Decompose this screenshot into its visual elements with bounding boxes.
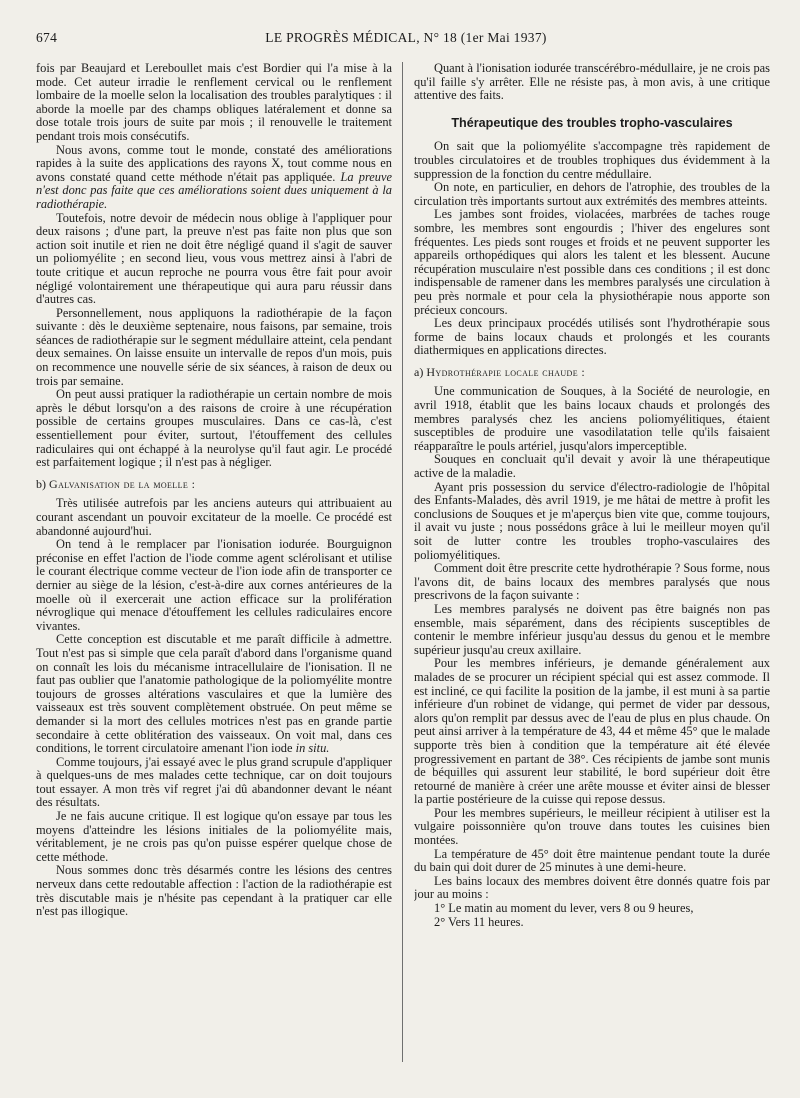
journal-header: LE PROGRÈS MÉDICAL, N° 18 (1er Mai 1937) bbox=[265, 30, 547, 45]
paragraph: Quant à l'ionisation iodurée transcérébro-médullaire, je ne crois pas qu'il faille s'y arrêter. Elle ne résiste pas, à mon avis, à une critique attentive des faits. bbox=[414, 62, 770, 103]
paragraph: Je ne fais aucune critique. Il est logique qu'on essaye par tous les moyens d'atteindre les lésions initiales de la poliomyélite mais, véritablement, je ne crois pas qu'on puisse espérer quelque chose de cette méthode. bbox=[36, 809, 392, 864]
paragraph: Une communication de Souques, à la Société de neurologie, en avril 1918, établit que les bains locaux chauds et prolongés des membres paralysés chez les anciens poliomyélitiques, étaient susceptibles de produire une vasodilatation telle qu'ils faisaient réapparaître le pouls artériel, jusqu'alors imperceptible. bbox=[414, 384, 770, 453]
paragraph: Les membres paralysés ne doivent pas être baignés non pas ensemble, mais séparément, dans des récipients susceptibles de contenir le membre inférieur jusqu'au dessus du genou et le membre supérieur jusqu'au creux axillaire. bbox=[414, 601, 770, 657]
paragraph: Cette conception est discutable et me paraît difficile à admettre. Tout n'est pas si simple que cela paraît d'abord dans l'organisme quand on connaît les lois du mécanisme intracellulaire de l'ionisation. Il ne faut pas oublier que l'anatomie pathologique de la poliomyélite montre toujours de grosses altérations vasculaires et que la lumière des vaisseaux est très souvent complètement obstruée. On peut même se demander si la mort des cellules motrices n'est pas en grande partie secondaire à cette oblitération des vaisseaux. On voit mal, dans ces conditions, le torrent circulatoire amenant l'ion iode in situ. bbox=[36, 632, 392, 756]
subsection-heading: a) Hydrothérapie locale chaude : bbox=[414, 364, 586, 379]
subsection-heading: b) Galvanisation de la moelle : bbox=[36, 476, 196, 491]
paragraph: Toutefois, notre devoir de médecin nous oblige à l'appliquer pour deux raisons ; d'une part, la preuve n'est pas faite non plus que son action soit inutile et rien ne doit être négligé quand il s'agit de sauver un poliomyélite ; en second lieu, vous vous mettrez ainsi à l'abri de toute critique et aucun reproche ne pourra vous être fait pour avoir négligé volontairement une thérapeutique qui aura paru réussir dans d'autres cas. bbox=[36, 210, 392, 307]
left-column bbox=[36, 62, 392, 1072]
column-divider bbox=[402, 62, 403, 1062]
paragraph: Ayant pris possession du service d'électro-radiologie de l'hôpital des Enfants-Malades, dès avril 1919, je me hâtai de mettre à profit les conclusions de Souques et je m'aperçus bien vite que, comme toujours, il avait vu juste ; nous possédons grâce à lui le meilleur moyen qu'il soit de lutter contre les troubles tropho-vasculaires des poliomyélitiques. bbox=[414, 479, 770, 562]
paragraph: On peut aussi pratiquer la radiothérapie un certain nombre de mois après le début lorsqu'on a des raisons de croire à une récupération possible de certains groupes musculaires. Dans ce cas-là, c'est essentiellement pour éviter, surtout, l'étouffement des cellules radiculaires qui ont échappé à la neurolyse qu'il faut agir. Le procédé est parfaitement logique ; il n'est pas à négliger. bbox=[36, 387, 392, 470]
section-heading: Thérapeutique des troubles tropho-vasculaires bbox=[451, 115, 733, 130]
paragraph: Personnellement, nous appliquons la radiothérapie de la façon suivante : dès le deuxième septenaire, nous faisons, par semaine, trois séances de radiothérapie sur le segment médullaire atteint, cela pendant deux semaines. On laisse ensuite un intervalle de repos d'un mois, puis on recommence une nouvelle série de six séances, à raison de deux ou trois par semaine. bbox=[36, 305, 392, 388]
page-number: 674 bbox=[36, 30, 58, 45]
paragraph: Nous sommes donc très désarmés contre les lésions des centres nerveux dans cette redoutable affection : l'action de la radiothérapie est très discutable mais je n'hésite pas cependant à la pratiquer car elle n'est pas illogique. bbox=[36, 863, 392, 919]
paragraph: Nous avons, comme tout le monde, constaté des améliorations rapides à la suite des applications des rayons X, tout comme nous en avons constaté quand cette méthode n'était pas appliquée. La preuve n'est donc pas faite que ces améliorations soient dues uniquement à la radiothérapie. bbox=[36, 142, 392, 211]
paragraph: On sait que la poliomyélite s'accompagne très rapidement de troubles circulatoires et de troubles trophiques dus évidemment à la suppression de la fonction du centre médullaire. bbox=[414, 139, 770, 181]
italic-quote: La preuve n'est donc pas faite que ces améliorations soient dues uniquement à la radiothérapie. bbox=[36, 169, 392, 211]
paragraph: Comme toujours, j'ai essayé avec le plus grand scrupule d'appliquer à quelques-uns de mes malades cette technique, car on doit toujours tout essayer. A mon très vif regret j'ai dû abandonner devant le néant des résultats. bbox=[36, 754, 392, 810]
paragraph: On note, en particulier, en dehors de l'atrophie, des troubles de la circulation très importants surtout aux extrémités des membres atteints. bbox=[414, 180, 770, 208]
paragraph: fois par Beaujard et Lereboullet mais c'est Bordier qui l'a mise à la mode. Cet auteur irradie le renflement cervical ou le renflement lombaire de la moelle selon la localisation des troubles paralytiques : il aborde la moelle par des champs obliques latéralement et donne sa dose totale trois jours de suite par mois ; il renouvelle le traitement pendant trois mois consécutifs. bbox=[36, 62, 392, 143]
paragraph: Très utilisée autrefois par les anciens auteurs qui attribuaient au courant ascendant un pouvoir excitateur de la moelle. Ce procédé est abandonné aujourd'hui. bbox=[36, 496, 392, 538]
list-item: 1° Le matin au moment du lever, vers 8 ou 9 heures, bbox=[434, 901, 694, 916]
paragraph: Les bains locaux des membres doivent être donnés quatre fois par jour au moins : bbox=[414, 873, 770, 902]
paragraph: Les jambes sont froides, violacées, marbrées de taches rouge sombre, les membres sont engourdis ; l'hiver des engelures sont fréquentes. Les pieds sont rouges et froids et ne peuvent supporter les appareils orthopédiques qui alors les talent et les blessent. Aucune récupération musculaire n'est possible dans ces conditions ; il est donc indispensable de ramener dans les membres paralysés une circulation à peu près normale et pour cela la physiothérapie nous apporte son précieux concours. bbox=[414, 207, 770, 317]
paragraph: Les deux principaux procédés utilisés sont l'hydrothérapie sous forme de bains locaux chauds et prolongés et les courants diathermiques en applications directes. bbox=[414, 316, 770, 358]
right-column bbox=[414, 62, 770, 1072]
paragraph: Comment doit être prescrite cette hydrothérapie ? Sous forme, nous l'avons dit, de bains locaux des membres paralysés que nous prescrivons de la façon suivante : bbox=[414, 561, 770, 603]
paragraph: La température de 45° doit être maintenue pendant toute la durée du bain qui doit durer de 25 minutes à une demi-heure. bbox=[414, 846, 770, 875]
paragraph: Pour les membres inférieurs, je demande généralement aux malades de se procurer un récipient spécial qui est assez commode. Il est incliné, ce qui facilite la position de la jambe, il est muni à sa partie inférieure d'un robinet de vidange, qui permet de vider par dessous, alors qu'on remplit par dessus avec de l'eau de plus en plus chaude. On peut ainsi arriver à la température de 43, 44 et même 45° que le malade supporte très bien à condition que la température ait été élevée progressivement en partant de 38°. Ces récipients de jambe sont munis de béquilles qui assurent leur stabilité, le bord supérieur doit être retourné de manière à créer une arête mousse et éviter ainsi de blesser la partie postérieure de la cuisse qui repose dessus. bbox=[414, 656, 770, 807]
list-item: 2° Vers 11 heures. bbox=[434, 914, 524, 929]
paragraph: Pour les membres supérieurs, le meilleur récipient à utiliser est la vulgaire poissonnière qu'on trouve dans toutes les cuisines bien montées. bbox=[414, 805, 770, 848]
running-header bbox=[36, 30, 776, 50]
paragraph: Souques en concluait qu'il devait y avoir là une thérapeutique active de la maladie. bbox=[414, 452, 770, 481]
paragraph: On tend à le remplacer par l'ionisation iodurée. Bourguignon préconise en effet l'action de l'iode comme agent sclérolisant et utilise le courant électrique comme vecteur de l'ion iode afin de transporter ce dernier au siège de la lésion, c'est-à-dire aux cornes antérieures de la moelle où il exercerait une action efficace sur la prolifération névroglique qui menace d'étouffement les cellules radiculaires encore vivantes. bbox=[36, 537, 392, 633]
